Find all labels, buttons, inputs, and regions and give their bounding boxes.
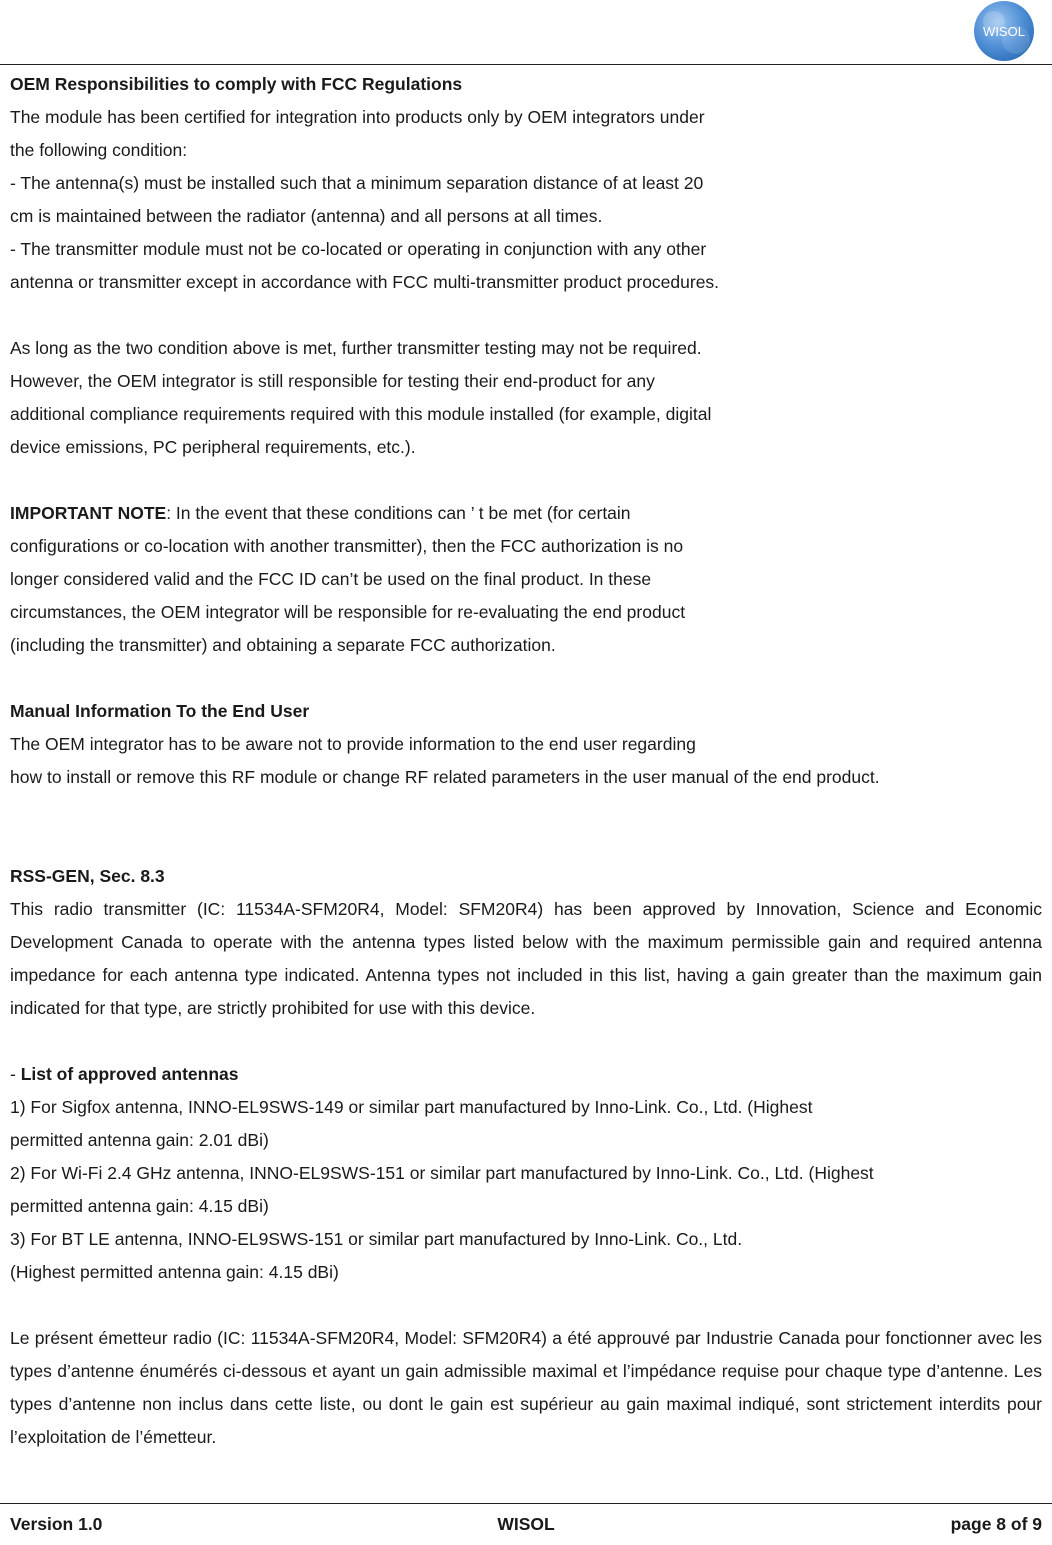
text-line: the following condition:	[10, 140, 188, 160]
important-note-text: : In the event that these conditions can ’ t be met (for certain	[166, 503, 631, 523]
text-line: antenna or transmitter except in accordance with FCC multi-transmitter product procedures.	[10, 272, 720, 292]
text-line: - The transmitter module must not be co-located or operating in conjunction with any other	[10, 239, 707, 259]
list-item: 2) For Wi-Fi 2.4 GHz antenna, INNO-EL9SWS-151 or similar part manufactured by Inno-Link. Co., Ltd. (Highest	[10, 1163, 874, 1183]
text-line: cm is maintained between the radiator (antenna) and all persons at all times.	[10, 206, 603, 226]
antenna-list-heading: - List of approved antennas	[10, 1064, 239, 1084]
wisol-logo-mark	[964, 0, 1042, 64]
section-title-rss: RSS-GEN, Sec. 8.3	[10, 866, 165, 886]
section-title-oem: OEM Responsibilities to comply with FCC Regulations	[10, 74, 463, 94]
text-line: - The antenna(s) must be installed such that a minimum separation distance of at least 20	[10, 173, 704, 193]
important-note-line	[10, 497, 1042, 530]
text-line: However, the OEM integrator is still responsible for testing their end-product for any	[10, 371, 655, 391]
important-note-label: IMPORTANT NOTE	[10, 503, 167, 523]
text-line: (including the transmitter) and obtaining a separate FCC authorization.	[10, 635, 556, 655]
rss-paragraph: This radio transmitter (IC: 11534A-SFM20R4, Model: SFM20R4) has been approved by Innovation, Science and Economic Development Canada to operate with the antenna types listed below with the maximum permissible gain and required antenna impedance for each antenna type indicated. Antenna types not included in this list, having a gain greater than the maximum gain indicated for that type, are strictly prohibited for use with this device.	[10, 899, 1042, 1018]
french-paragraph: Le présent émetteur radio (IC: 11534A-SFM20R4, Model: SFM20R4) a été approuvé par Industrie Canada pour fonctionner avec les types d’antenne énumérés ci-dessous et ayant un gain admissible maximal et l’impédance requise pour chaque type d’antenne. Les types d’antenne non inclus dans cette liste, ou dont le gain est supérieur au gain maximal indiqué, sont strictement interdits pour l’exploitation de l’émetteur.	[10, 1328, 1042, 1447]
page-footer	[10, 1509, 1042, 1539]
list-item: 1) For Sigfox antenna, INNO-EL9SWS-149 or similar part manufactured by Inno-Link. Co., Ltd. (Highest	[10, 1097, 813, 1117]
wisol-logo	[964, 0, 1042, 64]
list-item: permitted antenna gain: 4.15 dBi)	[10, 1196, 269, 1216]
page-content	[10, 68, 1042, 1454]
antenna-list-title: List of approved antennas	[20, 1064, 239, 1084]
text-line: longer considered valid and the FCC ID can’t be used on the final product. In these	[10, 569, 652, 589]
text-line: how to install or remove this RF module or change RF related parameters in the user manual of the end product.	[10, 767, 880, 787]
text-line: The module has been certified for integration into products only by OEM integrators under	[10, 107, 705, 127]
list-item: permitted antenna gain: 2.01 dBi)	[10, 1130, 269, 1150]
text-line: circumstances, the OEM integrator will be responsible for re-evaluating the end product	[10, 602, 686, 622]
text-line: configurations or co-location with another transmitter), then the FCC authorization is no	[10, 536, 684, 556]
footer-version: Version 1.0	[10, 1514, 103, 1534]
text-line: device emissions, PC peripheral requirements, etc.).	[10, 437, 416, 457]
list-item: 3) For BT LE antenna, INNO-EL9SWS-151 or similar part manufactured by Inno-Link. Co., Ltd.	[10, 1229, 743, 1249]
footer-company: WISOL	[497, 1514, 555, 1534]
section-title-manual: Manual Information To the End User	[10, 701, 310, 721]
header-rule	[0, 64, 1052, 65]
footer-page-number: page 8 of 9	[950, 1514, 1042, 1534]
list-item: (Highest permitted antenna gain: 4.15 dBi)	[10, 1262, 339, 1282]
svg-text:WISOL: WISOL	[983, 24, 1025, 39]
text-line: As long as the two condition above is met, further transmitter testing may not be required.	[10, 338, 702, 358]
text-line: additional compliance requirements required with this module installed (for example, digital	[10, 404, 712, 424]
footer-rule	[0, 1503, 1052, 1504]
text-line: The OEM integrator has to be aware not to provide information to the end user regarding	[10, 734, 696, 754]
